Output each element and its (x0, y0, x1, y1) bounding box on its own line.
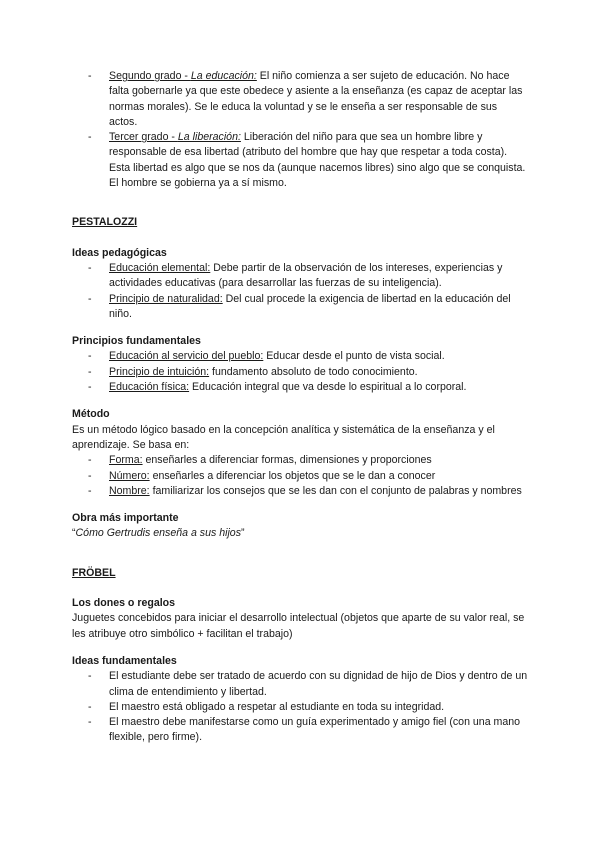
dones-paragraph: Juguetes concebidos para iniciar el desarrollo intelectual (objetos que aparte de su valor real, se les atribuye otro simbólico + facilitan el trabajo) (72, 612, 525, 640)
item-label: Nombre: (109, 484, 150, 497)
item-label-italic: La liberación: (177, 131, 241, 144)
list-item (72, 365, 528, 380)
subheading-dones: Los dones o regalos (72, 597, 176, 610)
close-quote: ” (241, 527, 245, 540)
item-text: El niño comienza a ser sujeto de educación. No hace falta gobernarle ya que este obedece y asiente a la enseñanza (es capaz de aceptar las normas morales). Se le educa la voluntad y se le enseña a ser responsable de sus actos. (109, 70, 523, 128)
section-title-frobel: FRÖBEL (72, 566, 116, 579)
list-item (72, 261, 528, 292)
item-label: Segundo grado - (109, 70, 191, 82)
document-content (72, 69, 528, 746)
open-quote: “ (72, 527, 76, 540)
list-item (72, 292, 528, 323)
list-item (72, 469, 528, 484)
item-label: Educación física: (109, 381, 190, 394)
obra-paragraph (72, 526, 528, 541)
list-item (72, 69, 528, 130)
subheading-obra: Obra más importante (72, 512, 179, 525)
item-text: fundamento absoluto de todo conocimiento. (209, 365, 418, 378)
item-label: Tercer grado - (109, 131, 178, 144)
item-label: Número: (109, 469, 150, 482)
section-title-pestalozzi: PESTALOZZI (72, 216, 138, 229)
list-item (72, 380, 528, 395)
list-item (72, 130, 528, 191)
list-item (72, 349, 528, 364)
item-text: Del cual procede la exigencia de libertad en la educación del niño. (109, 292, 511, 320)
subheading-ideas-pedagogicas: Ideas pedagógicas (72, 246, 167, 259)
obra-title: Cómo Gertrudis enseña a sus hijos (75, 527, 241, 540)
ideas-pedagogicas-list (72, 261, 528, 322)
item-label-italic: La educación: (190, 70, 257, 82)
item-text: Educación integral que va desde lo espiritual a lo corporal. (189, 381, 467, 394)
item-text: Debe partir de la observación de los intereses, experiencias y actividades educativas (para desarrollar las fuerzas de su inteligencia). (109, 261, 503, 290)
intro-list (72, 69, 528, 191)
list-item: - El maestro está obligado a respetar al estudiante en toda su integridad. (72, 700, 528, 715)
item-label: Educación elemental: (109, 261, 211, 274)
item-label: Forma: (109, 454, 143, 467)
item-text: familiarizar los consejos que se les dan con el conjunto de palabras y nombres (149, 484, 522, 497)
metodo-paragraph: Es un método lógico basado en la concepción analítica y sistemática de la enseñanza y el aprendizaje. Se basa en: (72, 423, 495, 451)
ideas-fundamentales-list (72, 669, 528, 745)
subheading-principios: Principios fundamentales (72, 335, 201, 348)
item-text: enseñarles a diferenciar formas, dimensiones y proporciones (142, 454, 432, 467)
list-item (72, 453, 528, 468)
metodo-list (72, 453, 528, 499)
subheading-ideas-fundamentales: Ideas fundamentales (72, 654, 177, 667)
principios-list (72, 349, 528, 395)
list-item (72, 484, 528, 499)
item-text: Liberación del niño para que sea un hombre libre y responsable de esa libertad (atributo del hombre que hay que respetar a toda costa). Esta libertad es algo que se nos da (aunque nacemos libres) sino algo que se conquista. El hombre se gobierna ya a sí mismo. (109, 131, 526, 190)
list-item: - El estudiante debe ser tratado de acuerdo con su dignidad de hijo de Dios y dentro de un clima de entendimiento y libertad. (72, 669, 528, 700)
item-label: Educación al servicio del pueblo: (109, 350, 264, 363)
item-text: enseñarles a diferenciar los objetos que se le dan a conocer (149, 469, 436, 482)
item-label: Principio de naturalidad: (109, 292, 223, 305)
item-text: Educar desde el punto de vista social. (263, 350, 445, 363)
list-item: - El maestro debe manifestarse como un guía experimentado y amigo fiel (con una mano flexible, pero firme). (72, 715, 528, 746)
item-label: Principio de intuición: (109, 365, 210, 378)
subheading-metodo: Método (72, 408, 110, 421)
